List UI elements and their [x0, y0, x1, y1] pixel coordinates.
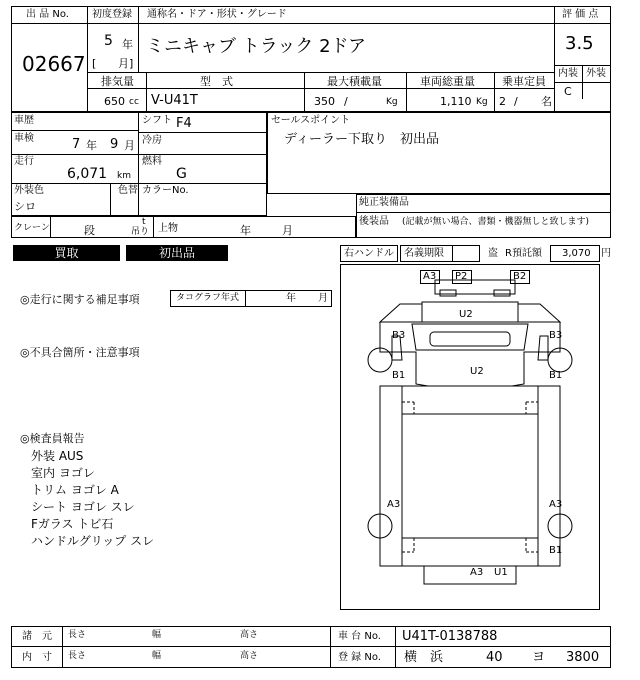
- max-load-unit: Kg: [386, 97, 398, 107]
- recycle-label: R預託額: [505, 248, 542, 259]
- reg-label: 登 録 No.: [338, 652, 381, 663]
- lot-no: 02667: [22, 52, 86, 76]
- damage-mark: A3: [387, 499, 401, 510]
- damage-mark: U2: [459, 309, 473, 320]
- stolen-label: 盗: [488, 248, 498, 259]
- displacement-label: 排気量: [101, 75, 134, 88]
- details-frame: [11, 112, 267, 216]
- chassis-no: U41T-0138788: [402, 629, 498, 644]
- recycle-amount: 3,070: [562, 248, 591, 259]
- report-line: シート ヨゴレ スレ: [31, 500, 135, 514]
- inspector-report-label: ◎検査員報告: [20, 432, 85, 445]
- displacement-unit: cc: [129, 97, 139, 107]
- height-label: 高さ: [240, 651, 259, 661]
- capacity-separator: /: [514, 95, 518, 108]
- upper-label: 上物: [158, 223, 178, 234]
- capacity-value: 2: [499, 95, 506, 108]
- upper-month-unit: 月: [282, 224, 293, 237]
- reg-place: 横 浜: [404, 650, 444, 665]
- inspection-year: 7: [72, 137, 81, 152]
- spec-label: 諸 元: [22, 631, 52, 642]
- report-line: ハンドルグリップ スレ: [31, 534, 155, 548]
- steering-value: 右ハンドル: [344, 248, 394, 259]
- width-label: 幅: [152, 630, 162, 640]
- report-line: Fガラス トビ石: [31, 517, 114, 531]
- color-change-label: 色替: [118, 185, 138, 196]
- report-line: トリム ヨゴレ A: [31, 483, 119, 497]
- upper-year-unit: 年: [240, 224, 251, 237]
- first-listing-badge: 初出品: [126, 245, 228, 261]
- max-load-label: 最大積載量: [327, 75, 382, 88]
- capacity-label: 乗車定員: [502, 75, 546, 88]
- type-label: 型 式: [200, 75, 233, 88]
- length-label: 長さ: [68, 630, 87, 640]
- name-change-label: 名義期限: [404, 248, 444, 259]
- first-reg-month-unit: 月]: [118, 57, 134, 70]
- rating-label: 評 価 点: [562, 9, 599, 20]
- recycle-unit: 円: [601, 248, 611, 259]
- sales-point-label: セールスポイント: [271, 115, 351, 126]
- sales-point-text: ディーラー下取り 初出品: [284, 132, 439, 147]
- max-load-separator: /: [344, 95, 348, 108]
- buy-badge: 買取: [13, 245, 120, 261]
- gross-weight-unit: Kg: [476, 97, 488, 107]
- damage-mark: B1: [549, 545, 563, 556]
- defects-label: ◎不具合箇所・注意事項: [20, 346, 140, 359]
- reg-class: 40: [486, 650, 503, 665]
- crane-stage: 段: [84, 224, 95, 237]
- model-name-label: 通称名・ドア・形状・グレード: [147, 9, 287, 20]
- exterior-color-label: 外装色: [14, 185, 44, 196]
- damage-mark: B1: [392, 370, 406, 381]
- tacho-month-unit: 月: [318, 293, 328, 304]
- damage-mark: A3: [423, 271, 437, 282]
- exterior-color-value: シロ: [14, 200, 36, 213]
- first-reg-month-open: [: [92, 57, 97, 70]
- fuel-label: 燃料: [142, 156, 162, 167]
- max-load-value: 350: [314, 95, 335, 108]
- color-no-label: カラーNo.: [142, 185, 189, 196]
- crane-ton-label: 吊り: [131, 227, 150, 237]
- capacity-unit: 名: [541, 95, 552, 108]
- width-label: 幅: [152, 651, 162, 661]
- gross-weight-label: 車両総重量: [420, 75, 475, 88]
- damage-mark: B3: [392, 330, 406, 341]
- damage-mark: B1: [549, 370, 563, 381]
- damage-mark: U2: [470, 366, 484, 377]
- displacement-value: 650: [104, 95, 125, 108]
- driving-notes-label: ◎走行に関する補足事項: [20, 293, 140, 306]
- shift-value: F4: [176, 116, 192, 131]
- length-label: 長さ: [68, 651, 87, 661]
- chassis-label: 車 台 No.: [338, 631, 381, 642]
- shift-label: シフト: [142, 115, 172, 126]
- type-value: V-U41T: [151, 93, 198, 108]
- damage-mark: B2: [513, 271, 527, 282]
- damage-mark: B3: [549, 330, 563, 341]
- interior-grade-label: 内装: [558, 68, 578, 79]
- fuel-value: G: [176, 166, 187, 182]
- inspection-year-unit: 年: [86, 139, 97, 152]
- crane-ton: t: [142, 217, 146, 227]
- first-reg-label: 初度登録: [92, 9, 132, 20]
- lot-no-label: 出 品 No.: [26, 9, 69, 20]
- ac-label: 冷房: [142, 135, 162, 146]
- dim-label: 内 寸: [22, 652, 52, 663]
- reg-number: 3800: [566, 650, 600, 665]
- inspection-month: 9: [110, 137, 119, 152]
- damage-mark: A3: [470, 567, 484, 578]
- mileage-unit: km: [117, 171, 131, 181]
- crane-label: クレーン: [14, 223, 50, 233]
- aftermarket-label: 後装品: [359, 216, 389, 227]
- first-reg-year-unit: 年: [122, 38, 133, 51]
- damage-mark: U1: [494, 567, 508, 578]
- mileage-label: 走行: [14, 156, 34, 167]
- interior-grade: C: [564, 85, 572, 98]
- first-reg-year: 5: [104, 33, 113, 49]
- history-label: 車歴: [14, 115, 34, 126]
- reg-kana: ヨ: [532, 650, 546, 665]
- mileage-value: 6,071: [67, 166, 108, 182]
- inspection-month-unit: 月: [124, 139, 135, 152]
- exterior-grade-label: 外装: [586, 68, 606, 79]
- height-label: 高さ: [240, 630, 259, 640]
- model-name: ミニキャブ トラック 2ドア: [146, 36, 366, 57]
- inspection-label: 車検: [14, 133, 34, 144]
- report-line: 室内 ヨゴレ: [31, 466, 95, 480]
- gross-weight-value: 1,110: [440, 95, 472, 108]
- rating-value: 3.5: [565, 33, 594, 54]
- crane-frame: [11, 216, 356, 238]
- genuine-equipment-label: 純正装備品: [359, 197, 409, 208]
- footer-frame: [11, 626, 611, 668]
- damage-mark: A3: [549, 499, 563, 510]
- tachograph-label: タコグラフ年式: [176, 293, 240, 303]
- report-line: 外装 AUS: [31, 449, 84, 463]
- aftermarket-note: (記載が無い場合、書類・機器無しと致します): [402, 217, 590, 227]
- header-frame: [11, 6, 611, 112]
- tacho-year-unit: 年: [286, 293, 296, 304]
- damage-mark: P2: [455, 271, 468, 282]
